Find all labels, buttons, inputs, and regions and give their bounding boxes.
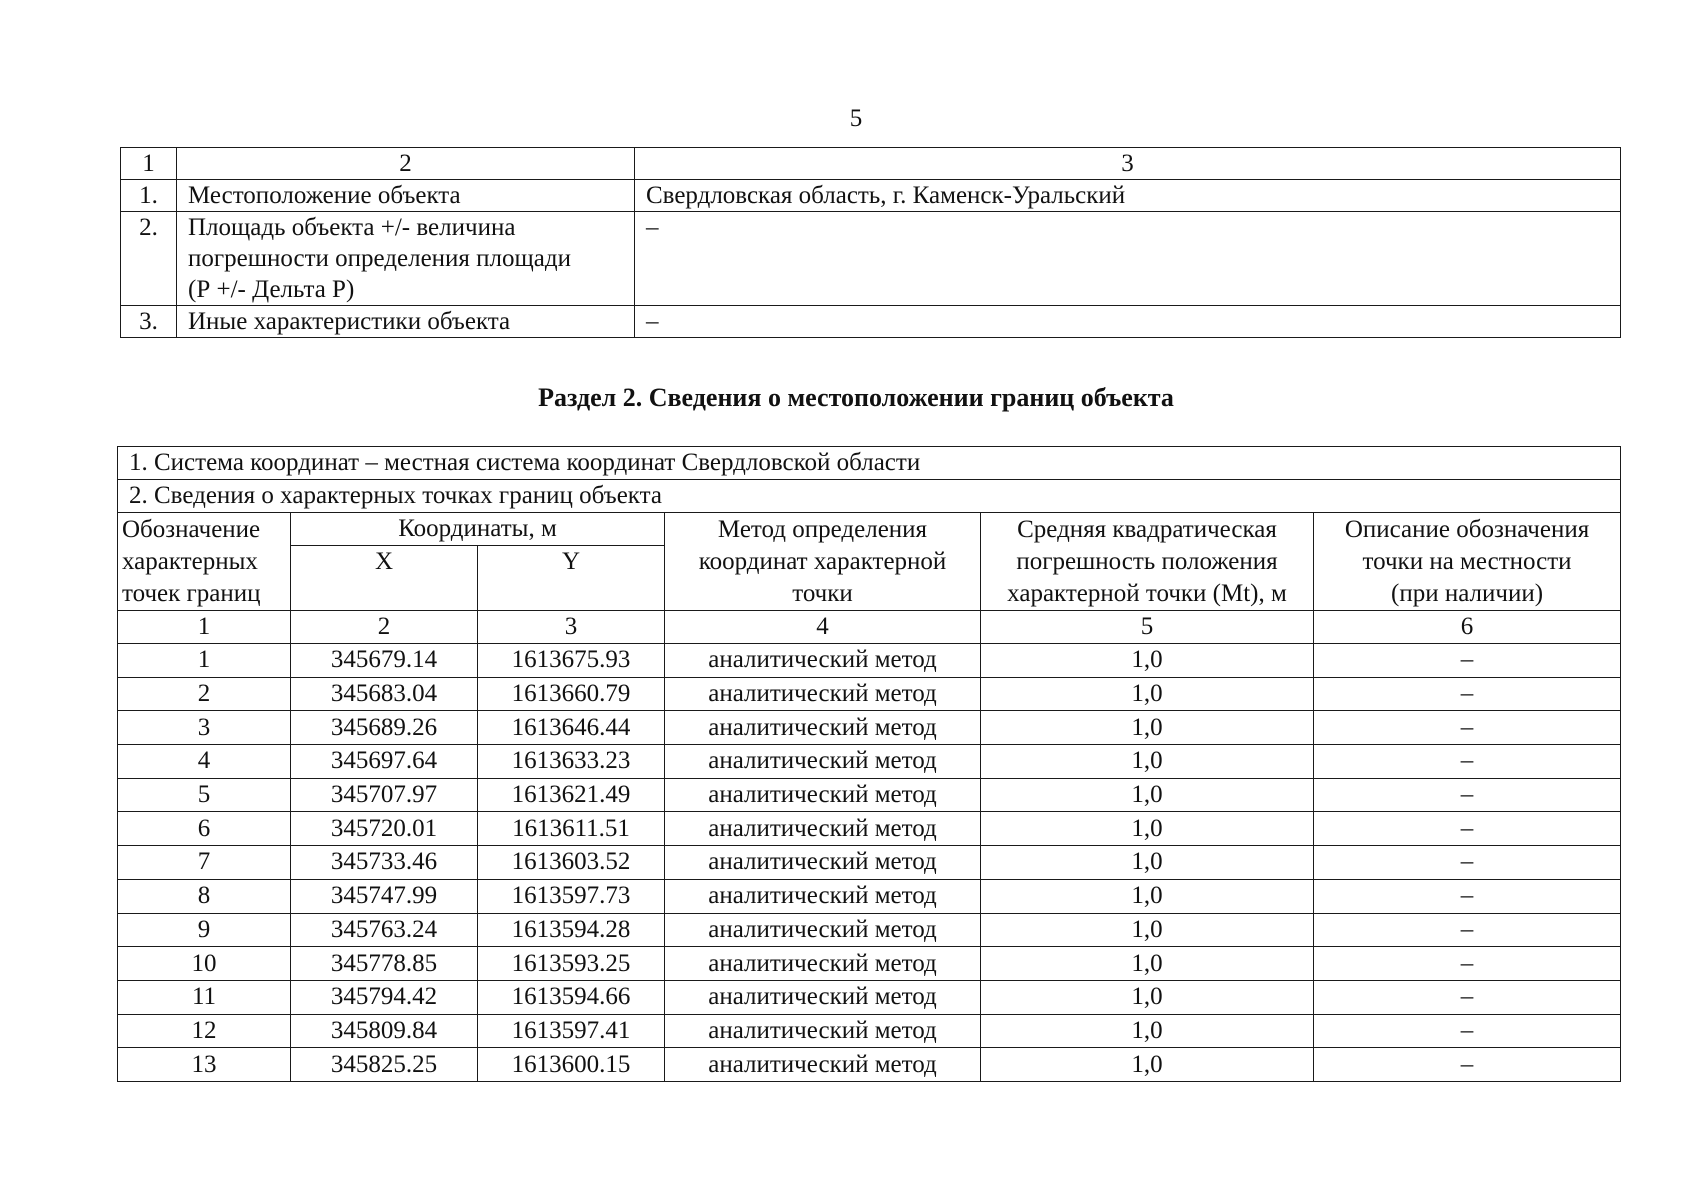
point-mt: 1,0: [981, 812, 1314, 846]
point-id: 7: [118, 846, 291, 880]
point-method: аналитический метод: [665, 1014, 981, 1048]
table-row: [118, 947, 1621, 981]
point-x: 345747.99: [291, 879, 478, 913]
point-id: 2: [118, 677, 291, 711]
column-number: 2: [291, 611, 478, 644]
point-y: 1613675.93: [478, 644, 665, 678]
point-y: 1613611.51: [478, 812, 665, 846]
point-mt: 1,0: [981, 947, 1314, 981]
point-description: –: [1314, 980, 1621, 1014]
point-y: 1613621.49: [478, 778, 665, 812]
point-id: 8: [118, 879, 291, 913]
point-x: 345683.04: [291, 677, 478, 711]
point-description: –: [1314, 745, 1621, 779]
point-mt: 1,0: [981, 745, 1314, 779]
point-x: 345794.42: [291, 980, 478, 1014]
table-row: [118, 745, 1621, 779]
point-x: 345707.97: [291, 778, 478, 812]
point-mt: 1,0: [981, 677, 1314, 711]
coord-system-row: [118, 447, 1621, 480]
column-number: 4: [665, 611, 981, 644]
point-mt: 1,0: [981, 644, 1314, 678]
table-row: [118, 711, 1621, 745]
point-id: 4: [118, 745, 291, 779]
header-cell: 1: [121, 148, 177, 180]
point-x: 345733.46: [291, 846, 478, 880]
label-line: Площадь объекта +/- величина: [188, 214, 516, 241]
point-id: 11: [118, 980, 291, 1014]
table-row: [121, 180, 1621, 212]
point-method: аналитический метод: [665, 980, 981, 1014]
header-cell: 3: [635, 148, 1621, 180]
point-description: –: [1314, 879, 1621, 913]
point-mt: 1,0: [981, 913, 1314, 947]
point-description: –: [1314, 1048, 1621, 1082]
point-method: аналитический метод: [665, 1048, 981, 1082]
point-method: аналитический метод: [665, 846, 981, 880]
point-method: аналитический метод: [665, 677, 981, 711]
point-id: 12: [118, 1014, 291, 1048]
points-body: [118, 644, 1621, 1082]
point-id: 6: [118, 812, 291, 846]
description-header: Описание обозначения точки на местности (при наличии): [1314, 513, 1621, 611]
point-method: аналитический метод: [665, 778, 981, 812]
table-row: [118, 1014, 1621, 1048]
point-x: 345763.24: [291, 913, 478, 947]
point-y: 1613646.44: [478, 711, 665, 745]
table-row: [118, 846, 1621, 880]
row-value: Свердловская область, г. Каменск-Уральский: [635, 180, 1621, 212]
point-description: –: [1314, 778, 1621, 812]
label-line: погрешности определения площади: [188, 245, 571, 272]
point-method: аналитический метод: [665, 947, 981, 981]
point-description: –: [1314, 913, 1621, 947]
point-x: 345679.14: [291, 644, 478, 678]
point-y: 1613594.66: [478, 980, 665, 1014]
point-method: аналитический метод: [665, 711, 981, 745]
point-description: –: [1314, 947, 1621, 981]
column-number: 3: [478, 611, 665, 644]
point-mt: 1,0: [981, 1014, 1314, 1048]
point-description: –: [1314, 677, 1621, 711]
point-y: 1613597.41: [478, 1014, 665, 1048]
table-row: [118, 644, 1621, 678]
row-label: [177, 212, 635, 306]
table-row: [118, 812, 1621, 846]
point-method: аналитический метод: [665, 812, 981, 846]
point-mt: 1,0: [981, 879, 1314, 913]
table-row: [118, 677, 1621, 711]
point-mt: 1,0: [981, 711, 1314, 745]
point-id: 1: [118, 644, 291, 678]
row-label: Местоположение объекта: [177, 180, 635, 212]
point-description: –: [1314, 846, 1621, 880]
table-row: [121, 212, 1621, 306]
column-header-row: [118, 513, 1621, 546]
point-mt: 1,0: [981, 778, 1314, 812]
point-x: 345697.64: [291, 745, 478, 779]
table-row: [118, 913, 1621, 947]
column-number: 1: [118, 611, 291, 644]
label-line: (Р +/- Дельта Р): [188, 276, 355, 303]
point-id: 10: [118, 947, 291, 981]
y-header: Y: [478, 546, 665, 611]
header-cell: 2: [177, 148, 635, 180]
point-method: аналитический метод: [665, 745, 981, 779]
point-y: 1613597.73: [478, 879, 665, 913]
method-header: Метод определения координат характерной точки: [665, 513, 981, 611]
row-label: Иные характеристики объекта: [177, 306, 635, 338]
point-y: 1613594.28: [478, 913, 665, 947]
x-header: X: [291, 546, 478, 611]
point-y: 1613633.23: [478, 745, 665, 779]
point-x: 345809.84: [291, 1014, 478, 1048]
section-title: Раздел 2. Сведения о местоположении границ объекта: [538, 383, 1174, 412]
point-method: аналитический метод: [665, 644, 981, 678]
point-x: 345778.85: [291, 947, 478, 981]
point-x: 345689.26: [291, 711, 478, 745]
table-row: [118, 778, 1621, 812]
column-number-row: [118, 611, 1621, 644]
column-number: 6: [1314, 611, 1621, 644]
table-row: [118, 1048, 1621, 1082]
point-id: 9: [118, 913, 291, 947]
point-id: 3: [118, 711, 291, 745]
designation-header: Обозначение характерных точек границ: [118, 513, 291, 611]
point-y: 1613660.79: [478, 677, 665, 711]
point-description: –: [1314, 812, 1621, 846]
coord-system-text: 1. Система координат – местная система координат Свердловской области: [118, 447, 1621, 480]
object-info-table: [120, 147, 1621, 338]
table-row: [118, 980, 1621, 1014]
table-row: [118, 879, 1621, 913]
point-description: –: [1314, 711, 1621, 745]
point-description: –: [1314, 644, 1621, 678]
point-mt: 1,0: [981, 846, 1314, 880]
point-y: 1613600.15: [478, 1048, 665, 1082]
column-number: 5: [981, 611, 1314, 644]
table-header-row: [121, 148, 1621, 180]
point-description: –: [1314, 1014, 1621, 1048]
table-row: [121, 306, 1621, 338]
row-value: –: [635, 306, 1621, 338]
page-number: 5: [849, 105, 863, 132]
point-x: 345720.01: [291, 812, 478, 846]
point-mt: 1,0: [981, 980, 1314, 1014]
error-header: Средняя квадратическая погрешность положения характерной точки (Mt), м: [981, 513, 1314, 611]
row-number: 2.: [121, 212, 177, 306]
point-x: 345825.25: [291, 1048, 478, 1082]
point-method: аналитический метод: [665, 913, 981, 947]
point-id: 5: [118, 778, 291, 812]
boundary-points-table: [117, 446, 1621, 1082]
point-y: 1613593.25: [478, 947, 665, 981]
row-value: –: [635, 212, 1621, 306]
points-title-text: 2. Сведения о характерных точках границ объекта: [118, 480, 1621, 513]
point-mt: 1,0: [981, 1048, 1314, 1082]
row-number: 1.: [121, 180, 177, 212]
coordinates-header: Координаты, м: [291, 513, 665, 546]
points-title-row: [118, 480, 1621, 513]
point-y: 1613603.52: [478, 846, 665, 880]
row-number: 3.: [121, 306, 177, 338]
point-method: аналитический метод: [665, 879, 981, 913]
point-id: 13: [118, 1048, 291, 1082]
